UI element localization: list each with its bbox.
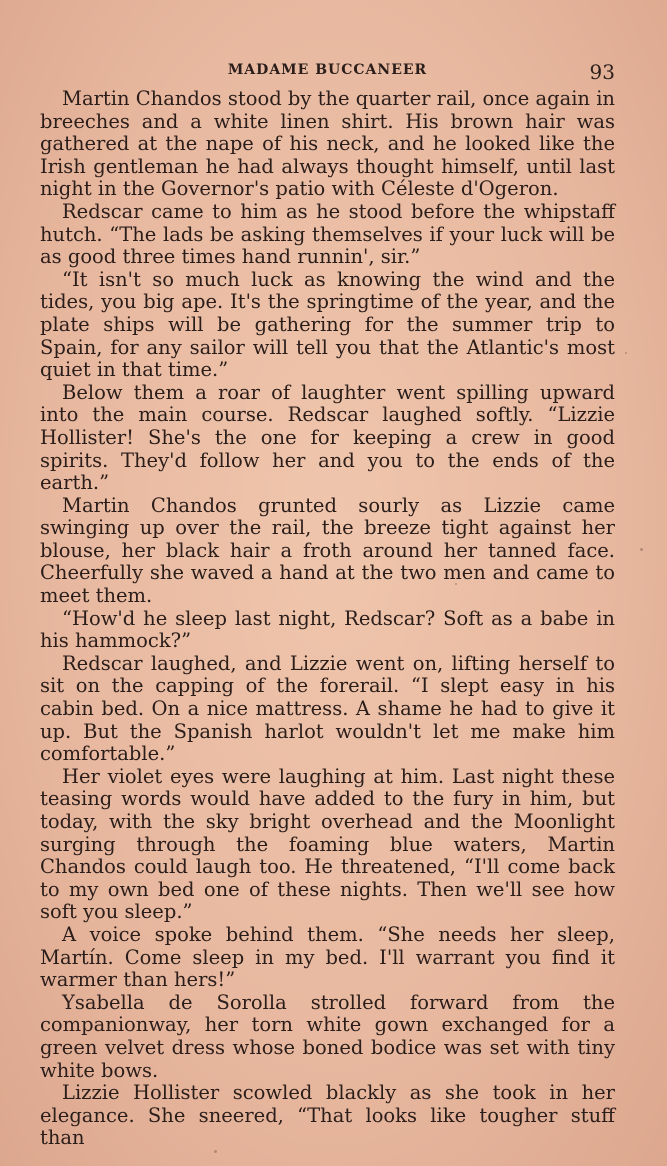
paragraph: Redscar laughed, and Lizzie went on, lifting herself to sit on the capping of the forerail. “I slept easy in his cabin bed. On a nice mattress. A shame he had to give it up. But the Spanish harlot wouldn't let me make him comfortable.” — [40, 651, 615, 766]
paragraph: “How'd he sleep last night, Redscar? Soft as a babe in his hammock?” — [40, 606, 615, 653]
running-title: MADAME BUCCANEER — [227, 62, 428, 78]
paper-speck — [214, 1150, 217, 1153]
paragraph: Lizzie Hollister scowled blackly as she took in her elegance. She sneered, “That looks like tougher stuff than — [40, 1081, 615, 1150]
paragraph: Martin Chandos stood by the quarter rail, once again in breeches and a white linen shirt. His brown hair was gathered at the nape of his neck, and he looked like the Irish gentleman he had always thought himself, until last night in the Governor's patio with Céleste d'Ogeron. — [40, 87, 615, 201]
paper-speck — [625, 352, 627, 354]
body-text — [40, 88, 615, 1150]
paper-speck — [640, 548, 643, 551]
paragraph: Martin Chandos grunted sourly as Lizzie came swinging up over the rail, the breeze tight against her blouse, her black hair a froth around her tanned face. Cheerfully she waved a hand at the two men and came to meet them. — [40, 493, 615, 608]
paragraph: A voice spoke behind them. “She needs her sleep, Martín. Come sleep in my bed. I'll warrant you find it warmer than hers!” — [40, 922, 615, 992]
page-number: 93 — [589, 60, 615, 84]
paragraph: Her violet eyes were laughing at him. Last night these teasing words would have added to the fury in him, but today, with the sky bright overhead and the Moonlight surging through the foaming blue waters, Martin Chandos could laugh too. He threatened, “I'll come back to my own bed one of these nights. Then we'll see how soft you sleep.” — [40, 764, 615, 924]
paragraph: Redscar came to him as he stood before the whipstaff hutch. “The lads be asking themselves if your luck will be as good three times hand runnin', sir.” — [40, 199, 615, 269]
paragraph: “It isn't so much luck as knowing the wind and the tides, you big ape. It's the springtime of the year, and the plate ships will be gathering for the summer trip to Spain, for any sailor will tell you that the Atlantic's most quiet in that time.” — [40, 267, 615, 382]
paragraph: Ysabella de Sorolla strolled forward from the companionway, her torn white gown exchanged for a green velvet dress whose boned bodice was set with tiny white bows. — [40, 990, 615, 1082]
running-header — [40, 60, 615, 84]
paragraph: Below them a roar of laughter went spilling upward into the main course. Redscar laughed softly. “Lizzie Hollister! She's the one for keeping a crew in good spirits. They'd follow her and you to the ends of the earth.” — [40, 380, 615, 495]
